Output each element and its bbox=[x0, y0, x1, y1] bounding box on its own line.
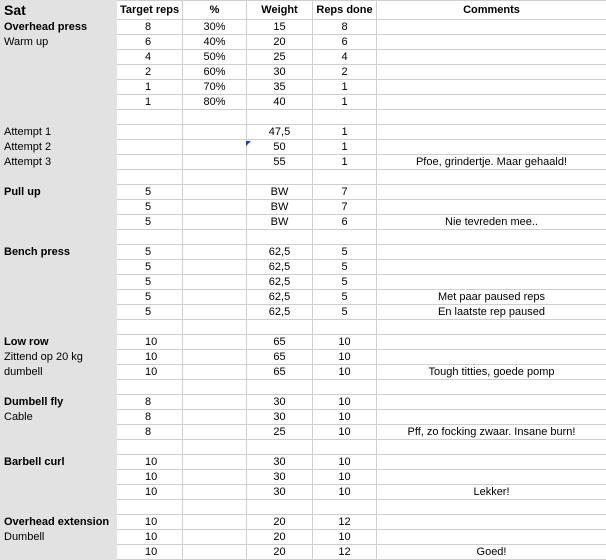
target-reps-cell[interactable] bbox=[117, 320, 183, 335]
target-reps-cell[interactable]: 10 bbox=[117, 545, 183, 560]
target-reps-cell[interactable] bbox=[117, 125, 183, 140]
table-row bbox=[1, 425, 606, 440]
weight-cell[interactable]: 20 bbox=[247, 515, 313, 530]
weight-cell[interactable]: 62,5 bbox=[247, 305, 313, 320]
percent-cell[interactable] bbox=[183, 110, 247, 125]
comment-cell[interactable] bbox=[377, 140, 606, 155]
weight-cell[interactable] bbox=[247, 320, 313, 335]
target-reps-cell[interactable]: 5 bbox=[117, 215, 183, 230]
target-reps-cell[interactable]: 8 bbox=[117, 425, 183, 440]
comment-cell[interactable]: Lekker! bbox=[377, 485, 606, 500]
table-row bbox=[1, 80, 606, 95]
weight-cell[interactable]: 20 bbox=[247, 35, 313, 50]
target-reps-cell[interactable] bbox=[117, 170, 183, 185]
comment-cell[interactable] bbox=[377, 110, 606, 125]
target-reps-cell[interactable] bbox=[117, 440, 183, 455]
reps-done-cell[interactable]: 6 bbox=[313, 215, 377, 230]
weight-cell[interactable]: 55 bbox=[247, 155, 313, 170]
reps-done-cell[interactable]: 5 bbox=[313, 290, 377, 305]
weight-cell[interactable]: BW bbox=[247, 215, 313, 230]
comment-cell[interactable] bbox=[377, 500, 606, 515]
table-row bbox=[1, 485, 606, 500]
weight-cell[interactable] bbox=[247, 440, 313, 455]
target-reps-cell[interactable]: 5 bbox=[117, 200, 183, 215]
reps-done-cell[interactable]: 10 bbox=[313, 365, 377, 380]
comment-cell[interactable] bbox=[377, 335, 606, 350]
target-reps-header-cell[interactable]: Target reps bbox=[117, 1, 183, 20]
weight-cell[interactable]: 47,5 bbox=[247, 125, 313, 140]
weight-cell[interactable]: 30 bbox=[247, 395, 313, 410]
table-row bbox=[1, 275, 606, 290]
target-reps-cell[interactable] bbox=[117, 110, 183, 125]
reps-done-cell[interactable]: 4 bbox=[313, 50, 377, 65]
weight-cell[interactable]: 65 bbox=[247, 335, 313, 350]
exercise-cell[interactable]: Attempt 2 bbox=[1, 140, 117, 155]
percent-cell[interactable] bbox=[183, 200, 247, 215]
cell-comment-marker-icon[interactable] bbox=[246, 141, 251, 146]
table-row bbox=[1, 110, 606, 125]
exercise-cell[interactable]: dumbell bbox=[1, 365, 117, 380]
comment-cell[interactable] bbox=[377, 350, 606, 365]
comment-cell[interactable] bbox=[377, 275, 606, 290]
percent-cell[interactable] bbox=[183, 440, 247, 455]
reps-done-cell[interactable]: 1 bbox=[313, 125, 377, 140]
percent-cell[interactable] bbox=[183, 515, 247, 530]
table-row bbox=[1, 155, 606, 170]
weight-cell[interactable]: 65 bbox=[247, 350, 313, 365]
percent-cell[interactable] bbox=[183, 530, 247, 545]
table-row bbox=[1, 335, 606, 350]
target-reps-cell[interactable]: 8 bbox=[117, 410, 183, 425]
comment-cell[interactable] bbox=[377, 320, 606, 335]
reps-done-cell[interactable]: 8 bbox=[313, 20, 377, 35]
weight-cell[interactable]: 62,5 bbox=[247, 245, 313, 260]
percent-cell[interactable]: 30% bbox=[183, 20, 247, 35]
reps-done-cell[interactable] bbox=[313, 500, 377, 515]
day-header-cell[interactable]: Sat bbox=[1, 1, 117, 20]
percent-cell[interactable]: 50% bbox=[183, 50, 247, 65]
percent-cell[interactable] bbox=[183, 470, 247, 485]
percent-cell[interactable] bbox=[183, 485, 247, 500]
weight-cell[interactable]: 25 bbox=[247, 425, 313, 440]
percent-cell[interactable] bbox=[183, 545, 247, 560]
percent-cell[interactable] bbox=[183, 350, 247, 365]
reps-done-cell[interactable]: 10 bbox=[313, 335, 377, 350]
target-reps-cell[interactable] bbox=[117, 500, 183, 515]
target-reps-cell[interactable]: 6 bbox=[117, 35, 183, 50]
weight-cell[interactable]: 30 bbox=[247, 410, 313, 425]
percent-cell[interactable] bbox=[183, 290, 247, 305]
percent-cell[interactable]: 40% bbox=[183, 35, 247, 50]
percent-cell[interactable] bbox=[183, 335, 247, 350]
exercise-cell[interactable]: Bench press bbox=[1, 245, 117, 260]
table-row bbox=[1, 470, 606, 485]
weight-cell[interactable]: 62,5 bbox=[247, 275, 313, 290]
target-reps-cell[interactable]: 10 bbox=[117, 470, 183, 485]
comment-cell[interactable] bbox=[377, 185, 606, 200]
comment-cell[interactable]: Tough titties, goede pomp bbox=[377, 365, 606, 380]
percent-cell[interactable] bbox=[183, 425, 247, 440]
target-reps-cell[interactable]: 8 bbox=[117, 20, 183, 35]
exercise-cell[interactable]: Overhead press bbox=[1, 20, 117, 35]
reps-done-cell[interactable]: 12 bbox=[313, 515, 377, 530]
comment-cell[interactable] bbox=[377, 245, 606, 260]
target-reps-cell[interactable]: 10 bbox=[117, 455, 183, 470]
target-reps-cell[interactable]: 8 bbox=[117, 395, 183, 410]
reps-done-cell[interactable]: 10 bbox=[313, 350, 377, 365]
exercise-cell[interactable]: Overhead extension bbox=[1, 515, 117, 530]
comment-cell[interactable] bbox=[377, 170, 606, 185]
table-row bbox=[1, 140, 606, 155]
exercise-cell[interactable] bbox=[1, 260, 117, 275]
comment-cell[interactable] bbox=[377, 200, 606, 215]
weight-header-cell[interactable]: Weight bbox=[247, 1, 313, 20]
table-row bbox=[1, 185, 606, 200]
percent-cell[interactable] bbox=[183, 365, 247, 380]
reps-done-cell[interactable]: 10 bbox=[313, 455, 377, 470]
exercise-cell[interactable] bbox=[1, 50, 117, 65]
table-row bbox=[1, 290, 606, 305]
weight-cell[interactable]: 65 bbox=[247, 365, 313, 380]
reps-done-cell[interactable]: 1 bbox=[313, 95, 377, 110]
percent-cell[interactable] bbox=[183, 215, 247, 230]
reps-done-cell[interactable]: 1 bbox=[313, 80, 377, 95]
table-row bbox=[1, 500, 606, 515]
exercise-cell[interactable] bbox=[1, 215, 117, 230]
table-row bbox=[1, 530, 606, 545]
table-row bbox=[1, 35, 606, 50]
table-row bbox=[1, 440, 606, 455]
table-row bbox=[1, 230, 606, 245]
exercise-cell[interactable] bbox=[1, 500, 117, 515]
comment-cell[interactable] bbox=[377, 50, 606, 65]
exercise-cell[interactable]: Dumbell bbox=[1, 530, 117, 545]
table-row bbox=[1, 170, 606, 185]
reps-done-cell[interactable]: 6 bbox=[313, 35, 377, 50]
weight-cell[interactable]: 50 bbox=[247, 140, 313, 155]
target-reps-cell[interactable]: 5 bbox=[117, 305, 183, 320]
target-reps-cell[interactable] bbox=[117, 230, 183, 245]
comment-cell[interactable]: En laatste rep paused bbox=[377, 305, 606, 320]
exercise-cell[interactable]: Attempt 3 bbox=[1, 155, 117, 170]
target-reps-cell[interactable]: 10 bbox=[117, 365, 183, 380]
percent-cell[interactable] bbox=[183, 140, 247, 155]
comment-cell[interactable] bbox=[377, 260, 606, 275]
target-reps-cell[interactable]: 10 bbox=[117, 485, 183, 500]
exercise-cell[interactable]: Attempt 1 bbox=[1, 125, 117, 140]
reps-done-cell[interactable]: 10 bbox=[313, 395, 377, 410]
exercise-cell[interactable] bbox=[1, 170, 117, 185]
weight-cell[interactable] bbox=[247, 230, 313, 245]
exercise-cell[interactable] bbox=[1, 545, 117, 560]
target-reps-cell[interactable]: 4 bbox=[117, 50, 183, 65]
weight-cell[interactable]: 62,5 bbox=[247, 290, 313, 305]
weight-cell[interactable]: 25 bbox=[247, 50, 313, 65]
comment-cell[interactable] bbox=[377, 230, 606, 245]
reps-done-cell[interactable]: 7 bbox=[313, 185, 377, 200]
reps-done-cell[interactable]: 5 bbox=[313, 275, 377, 290]
target-reps-cell[interactable]: 5 bbox=[117, 290, 183, 305]
exercise-cell[interactable]: Dumbell fly bbox=[1, 395, 117, 410]
reps-done-cell[interactable] bbox=[313, 170, 377, 185]
percent-header-cell[interactable]: % bbox=[183, 1, 247, 20]
percent-cell[interactable]: 60% bbox=[183, 65, 247, 80]
weight-cell[interactable] bbox=[247, 380, 313, 395]
exercise-cell[interactable] bbox=[1, 95, 117, 110]
reps-done-cell[interactable]: 5 bbox=[313, 260, 377, 275]
table-row bbox=[1, 455, 606, 470]
percent-cell[interactable] bbox=[183, 275, 247, 290]
percent-cell[interactable] bbox=[183, 500, 247, 515]
percent-cell[interactable] bbox=[183, 155, 247, 170]
exercise-cell[interactable] bbox=[1, 230, 117, 245]
reps-done-cell[interactable] bbox=[313, 320, 377, 335]
target-reps-cell[interactable]: 5 bbox=[117, 185, 183, 200]
weight-cell[interactable]: BW bbox=[247, 200, 313, 215]
exercise-cell[interactable]: Warm up bbox=[1, 35, 117, 50]
exercise-cell[interactable] bbox=[1, 485, 117, 500]
reps-done-cell[interactable]: 7 bbox=[313, 200, 377, 215]
table-row bbox=[1, 20, 606, 35]
weight-cell[interactable] bbox=[247, 110, 313, 125]
reps-done-cell[interactable] bbox=[313, 110, 377, 125]
comment-cell[interactable] bbox=[377, 380, 606, 395]
table-row bbox=[1, 380, 606, 395]
comment-cell[interactable]: Nie tevreden mee.. bbox=[377, 215, 606, 230]
table-row bbox=[1, 305, 606, 320]
target-reps-cell[interactable]: 1 bbox=[117, 95, 183, 110]
exercise-cell[interactable] bbox=[1, 290, 117, 305]
comment-cell[interactable] bbox=[377, 80, 606, 95]
comment-cell[interactable] bbox=[377, 35, 606, 50]
table-row bbox=[1, 365, 606, 380]
exercise-cell[interactable] bbox=[1, 470, 117, 485]
target-reps-cell[interactable]: 10 bbox=[117, 350, 183, 365]
reps-done-cell[interactable]: 1 bbox=[313, 155, 377, 170]
weight-cell[interactable]: 30 bbox=[247, 65, 313, 80]
target-reps-cell[interactable]: 10 bbox=[117, 335, 183, 350]
target-reps-cell[interactable]: 5 bbox=[117, 275, 183, 290]
weight-cell[interactable]: 30 bbox=[247, 470, 313, 485]
exercise-cell[interactable]: Low row bbox=[1, 335, 117, 350]
table-row bbox=[1, 200, 606, 215]
exercise-cell[interactable] bbox=[1, 65, 117, 80]
table-row bbox=[1, 125, 606, 140]
comment-cell[interactable] bbox=[377, 20, 606, 35]
reps-done-cell[interactable]: 10 bbox=[313, 530, 377, 545]
comment-cell[interactable] bbox=[377, 440, 606, 455]
percent-cell[interactable] bbox=[183, 245, 247, 260]
exercise-cell[interactable] bbox=[1, 110, 117, 125]
target-reps-cell[interactable]: 5 bbox=[117, 245, 183, 260]
percent-cell[interactable] bbox=[183, 320, 247, 335]
exercise-cell[interactable]: Cable bbox=[1, 410, 117, 425]
exercise-cell[interactable]: Pull up bbox=[1, 185, 117, 200]
exercise-cell[interactable] bbox=[1, 80, 117, 95]
comment-cell[interactable] bbox=[377, 395, 606, 410]
target-reps-cell[interactable] bbox=[117, 155, 183, 170]
percent-cell[interactable]: 70% bbox=[183, 80, 247, 95]
reps-done-cell[interactable]: 10 bbox=[313, 410, 377, 425]
table-row bbox=[1, 395, 606, 410]
weight-cell[interactable]: 30 bbox=[247, 485, 313, 500]
target-reps-cell[interactable]: 1 bbox=[117, 80, 183, 95]
table-row bbox=[1, 515, 606, 530]
table-row bbox=[1, 215, 606, 230]
target-reps-cell[interactable]: 5 bbox=[117, 260, 183, 275]
reps-done-cell[interactable]: 5 bbox=[313, 305, 377, 320]
reps-done-cell[interactable]: 10 bbox=[313, 470, 377, 485]
exercise-cell[interactable] bbox=[1, 380, 117, 395]
weight-cell[interactable]: BW bbox=[247, 185, 313, 200]
table-row bbox=[1, 65, 606, 80]
reps-done-cell[interactable]: 10 bbox=[313, 425, 377, 440]
table-row bbox=[1, 260, 606, 275]
percent-cell[interactable] bbox=[183, 125, 247, 140]
weight-cell[interactable]: 20 bbox=[247, 545, 313, 560]
reps-done-cell[interactable]: 1 bbox=[313, 140, 377, 155]
exercise-cell[interactable] bbox=[1, 275, 117, 290]
reps-done-cell[interactable]: 2 bbox=[313, 65, 377, 80]
comment-cell[interactable] bbox=[377, 470, 606, 485]
reps-done-header-cell[interactable]: Reps done bbox=[313, 1, 377, 20]
table-row bbox=[1, 245, 606, 260]
comment-cell[interactable] bbox=[377, 65, 606, 80]
table-row bbox=[1, 545, 606, 560]
reps-done-cell[interactable] bbox=[313, 230, 377, 245]
weight-cell[interactable]: 15 bbox=[247, 20, 313, 35]
table-row bbox=[1, 95, 606, 110]
table-row bbox=[1, 410, 606, 425]
weight-cell[interactable]: 35 bbox=[247, 80, 313, 95]
comment-cell[interactable] bbox=[377, 95, 606, 110]
percent-cell[interactable] bbox=[183, 410, 247, 425]
exercise-cell[interactable] bbox=[1, 425, 117, 440]
table-row bbox=[1, 320, 606, 335]
exercise-cell[interactable] bbox=[1, 305, 117, 320]
percent-cell[interactable] bbox=[183, 395, 247, 410]
comment-cell[interactable]: Pff, zo focking zwaar. Insane burn! bbox=[377, 425, 606, 440]
percent-cell[interactable] bbox=[183, 305, 247, 320]
weight-cell[interactable]: 30 bbox=[247, 455, 313, 470]
percent-cell[interactable] bbox=[183, 455, 247, 470]
weight-cell[interactable]: 40 bbox=[247, 95, 313, 110]
comments-header-cell[interactable]: Comments bbox=[377, 1, 606, 20]
comment-cell[interactable]: Goed! bbox=[377, 545, 606, 560]
comment-cell[interactable]: Met paar paused reps bbox=[377, 290, 606, 305]
target-reps-cell[interactable] bbox=[117, 380, 183, 395]
header-row bbox=[1, 1, 606, 20]
comment-cell[interactable] bbox=[377, 455, 606, 470]
percent-cell[interactable]: 80% bbox=[183, 95, 247, 110]
target-reps-cell[interactable]: 2 bbox=[117, 65, 183, 80]
weight-cell[interactable] bbox=[247, 170, 313, 185]
reps-done-cell[interactable] bbox=[313, 440, 377, 455]
exercise-cell[interactable] bbox=[1, 200, 117, 215]
percent-cell[interactable] bbox=[183, 230, 247, 245]
target-reps-cell[interactable]: 10 bbox=[117, 515, 183, 530]
weight-cell[interactable] bbox=[247, 500, 313, 515]
percent-cell[interactable] bbox=[183, 185, 247, 200]
comment-cell[interactable] bbox=[377, 515, 606, 530]
reps-done-cell[interactable] bbox=[313, 380, 377, 395]
weight-cell[interactable]: 20 bbox=[247, 530, 313, 545]
comment-cell[interactable] bbox=[377, 410, 606, 425]
comment-cell[interactable] bbox=[377, 125, 606, 140]
reps-done-cell[interactable]: 10 bbox=[313, 485, 377, 500]
comment-cell[interactable]: Pfoe, grindertje. Maar gehaald! bbox=[377, 155, 606, 170]
reps-done-cell[interactable]: 12 bbox=[313, 545, 377, 560]
reps-done-cell[interactable]: 5 bbox=[313, 245, 377, 260]
weight-cell[interactable]: 62,5 bbox=[247, 260, 313, 275]
exercise-cell[interactable]: Zittend op 20 kg bbox=[1, 350, 117, 365]
table-row bbox=[1, 350, 606, 365]
percent-cell[interactable] bbox=[183, 380, 247, 395]
target-reps-cell[interactable] bbox=[117, 140, 183, 155]
target-reps-cell[interactable]: 10 bbox=[117, 530, 183, 545]
table-row bbox=[1, 50, 606, 65]
percent-cell[interactable] bbox=[183, 260, 247, 275]
comment-cell[interactable] bbox=[377, 530, 606, 545]
exercise-cell[interactable] bbox=[1, 320, 117, 335]
exercise-cell[interactable] bbox=[1, 440, 117, 455]
exercise-cell[interactable]: Barbell curl bbox=[1, 455, 117, 470]
percent-cell[interactable] bbox=[183, 170, 247, 185]
